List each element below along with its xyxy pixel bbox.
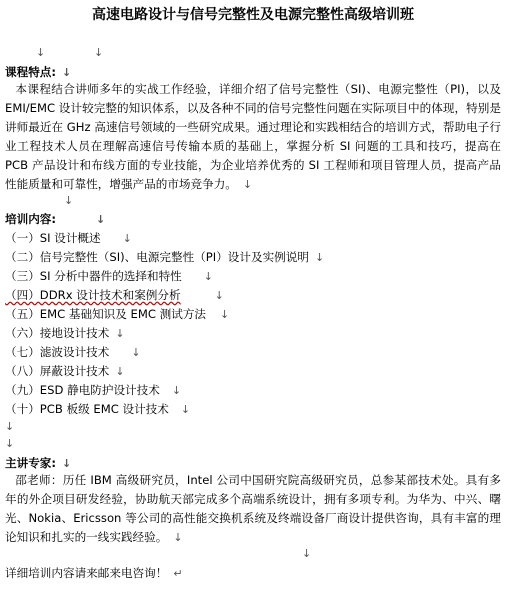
content-item: （一）SI 设计概述 ↓ <box>5 231 132 245</box>
paragraph-mark: ↓ <box>314 251 325 264</box>
paragraph-mark: ↓ <box>173 531 183 544</box>
paragraph-mark: ↓ <box>96 213 106 226</box>
paragraph-mark: ↓ <box>180 403 191 416</box>
features-heading-line <box>5 64 71 81</box>
paragraph-mark: ↓ <box>62 457 72 470</box>
features-text: 本课程结合讲师多年的实战工作经验，详细介绍了信号完整性（SI)、电源完整性（PI)，以及 EMI/EMC 设计较完整的知识体系，以及各种不同的信号完整性问题在实际项目中的体现，特别是讲师最近在 GHz 高速信号领域的一些研究成果。通过理论和实践相结合的培训方式，帮助电子行业工程技术人员在理解高速信号传输本质的基础上，掌握分析 SI 问题的工具和技巧，提高在 PCB 产品设计和布线方面的专业技能，为企业培养优秀的 SI 工程师和项目管理人员，提高产品性能质量和可靠性，增强产品的市场竞争力。 <box>5 82 501 191</box>
document-title: 高速电路设计与信号完整性及电源完整性高级培训班 <box>92 7 414 23</box>
paragraph-mark: ↓ <box>62 66 72 79</box>
content-item: （三）SI 分析中器件的选择和特性 ↓ <box>5 269 213 283</box>
content-item: （八）屏蔽设计技术 ↓ <box>5 364 125 378</box>
expert-heading: 主讲专家: <box>5 456 57 470</box>
paragraph-mark: ↓ <box>131 346 141 359</box>
content-heading-line <box>5 211 105 228</box>
paragraph-mark: ↓ <box>214 289 224 302</box>
paragraph-mark: ↓ <box>94 46 104 59</box>
return-mark: ↵ <box>173 567 183 580</box>
paragraph-mark: ↓ <box>203 270 213 283</box>
content-heading: 培训内容: <box>5 212 57 226</box>
paragraph-mark: ↓ <box>122 232 132 245</box>
paragraph-mark: ↓ <box>36 46 46 59</box>
paragraph-mark: ↓ <box>220 308 230 321</box>
features-paragraph <box>5 80 501 194</box>
expert-paragraph <box>5 471 501 547</box>
content-item: （十）PCB 板级 EMC 设计技术 ↓ <box>5 402 191 416</box>
expert-text: 邵老师：历任 IBM 高级研究员，Intel 公司中国研究院高级研究员，总参某部技术处。具有多年的外企项目研发经验，协助航天部完成多个高端系统设计，拥有多项专利。为华为、中兴、曙光、Nokia、Ericsson 等公司的高性能交换机系统及终端设备厂商设计提供咨询，具有丰富的理论知识和扎实的一线实践经验。 <box>5 473 501 544</box>
paragraph-mark: ↓ <box>64 194 74 207</box>
content-item: （四）DDRx 设计技术和案例分析 ↓ <box>5 288 224 302</box>
content-item: （五）EMC 基础知识及 EMC 测试方法 ↓ <box>5 307 230 321</box>
contact-line <box>5 565 183 582</box>
paragraph-mark: ↓ <box>115 365 125 378</box>
paragraph-mark: ↓ <box>5 437 15 450</box>
paragraph-mark: ↓ <box>302 547 312 560</box>
paragraph-mark: ↓ <box>5 420 15 433</box>
content-item: （六）接地设计技术 ↓ <box>5 326 125 340</box>
expert-heading-line <box>5 455 71 472</box>
features-heading: 课程特点: <box>5 65 57 79</box>
contact-text: 详细培训内容请来邮来电咨询！ <box>5 566 168 580</box>
paragraph-mark: ↓ <box>242 178 253 191</box>
content-item: （二）信号完整性（SI)、电源完整性（PI）设计及实例说明 ↓ <box>5 250 325 264</box>
paragraph-mark: ↓ <box>115 327 125 340</box>
content-item: （九）ESD 静电防护设计技术 ↓ <box>5 383 182 397</box>
content-item: （七）滤波设计技术 ↓ <box>5 345 141 359</box>
paragraph-mark: ↓ <box>171 384 182 397</box>
